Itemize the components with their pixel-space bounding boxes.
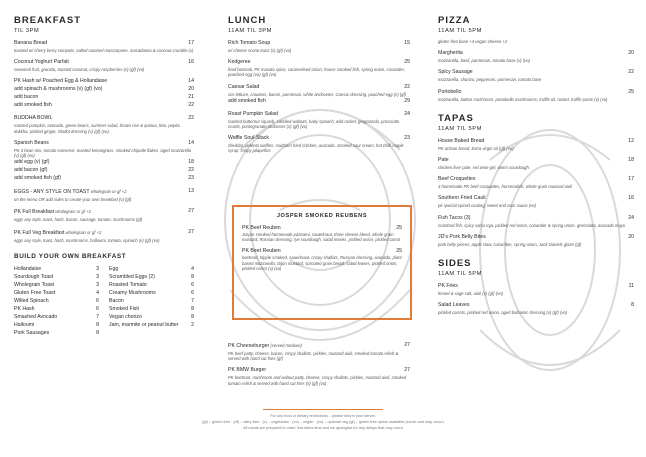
menu-item [228, 59, 410, 77]
build-your-own-grid [14, 265, 194, 337]
addon-price: 20 [188, 86, 194, 93]
menu-item-row [14, 115, 194, 122]
menu-item-description: roasted butternut squash, candied walnuts, baby spinach, wild rocket, gorgonzola, prosciutto crumb, pomegranate molasses (v) (gf) (vo) [228, 118, 400, 130]
menu-item-price: 27 [404, 342, 410, 348]
side-item-price: 8 [96, 321, 99, 328]
side-item-price: 6 [96, 297, 99, 304]
menu-item [228, 84, 410, 105]
sides-list [438, 283, 634, 315]
menu-item [228, 40, 410, 53]
menu-item-name: Rich Tomato Soup [228, 40, 271, 46]
side-item [14, 273, 99, 281]
footer-line: For any food or dietary restrictions – please inform your server. [270, 414, 376, 418]
menu-item-price: 24 [404, 110, 410, 117]
menu-item-name: PK Hash w/ Poached Egg & Hollandaise [14, 78, 108, 85]
side-item-price: 8 [191, 273, 194, 280]
pizza-title: PIZZA [438, 15, 471, 26]
burger-section [228, 336, 410, 386]
side-item [109, 297, 194, 305]
menu-item-row [438, 234, 634, 241]
tapas-time: 11AM TIL 5PM [438, 125, 482, 132]
menu-item-name: PK BMW Burger [228, 367, 267, 374]
menu-item-description: fennel & sage salt, aioli (v) (gf) (vo) [438, 291, 503, 297]
menu-item-price: 25 [404, 59, 410, 66]
menu-item-row [438, 89, 634, 96]
pizza-note: gluten free base +4 vegan cheese +2 [438, 39, 508, 44]
menu-item-description: roasted pumpkin, avocado, green beans, summer salad, brown rice & quinoa, feta, pepita dukkha, pickled ginger, shallot dressing (v) (gf) (vo) [14, 123, 180, 134]
menu-item-row [14, 140, 194, 147]
menu-item-row [228, 40, 410, 47]
menu-item-description: beetroot, tripple smoked, sauerkraut, crispy shallots, Russian dressing, avocado, plant based mozzarella, Dijon mustard, sprouted grain bread, salad leaves, pickled onion, pickled carrot (v) (vo) [242, 255, 402, 271]
addon-price: 29 [404, 97, 410, 104]
side-item-price: 3 [96, 281, 99, 288]
addon-price: 22 [188, 102, 194, 109]
menu-item-description: eggs any style, toast, hash, mushrooms, halloumi, tomato, spinach (v) (gf) (vo) [14, 237, 160, 243]
menu-item-name: EGGS - ANY STYLE ON TOAST wholegrain or gf +2 [14, 189, 127, 196]
footer-lines [150, 413, 496, 431]
menu-item-price: 14 [188, 78, 194, 85]
menu-item-row [438, 302, 634, 309]
side-item-name: Smashed Avocado [14, 313, 58, 320]
menu-item [438, 157, 634, 170]
menu-item-row [438, 157, 634, 164]
menu-item-addon [14, 94, 194, 101]
menu-item-row [242, 248, 402, 255]
menu-item-row [438, 69, 634, 76]
menu-item-description: mozzarella, chorizo, pepperoni, parmesan, tomato base [438, 77, 542, 83]
menu-item-description: 3 homemade PK beef croquettes, horseradish, whole grain mustard aioli [438, 184, 573, 190]
menu-item-row [228, 111, 410, 118]
menu-item-name: Portobello [438, 88, 462, 95]
menu-item-addon [14, 86, 194, 93]
side-item [14, 321, 99, 329]
menu-item-description: cos lettuce, croutons, bacon, parmesan, white anchovies, Caesar dressing, poached egg (v) (gf) [228, 91, 407, 97]
menu-item-description: toasted w/ cherry berry compote, salted caramel mascarpone, macadamia & coconut crumble (v) [14, 48, 194, 53]
side-item [109, 313, 194, 321]
footer-divider [263, 409, 383, 410]
menu-item-price: 20 [628, 233, 634, 240]
menu-item-row [228, 342, 410, 350]
menu-item [14, 40, 194, 53]
side-item [109, 265, 194, 273]
menu-item-name: PK Full Breakfast wholegrain or gf +2 [14, 209, 91, 216]
menu-item-description: mozzarella, button mushroom, portobello mushrooms, truffle oil, rocket, truffle paste (v) (vo) [438, 96, 608, 102]
menu-item-description: fried basmati, PK masala spice, caramelised onion, house smoked fish, spring onion, coriander, poached egg (vo) (gf) (vo) [228, 67, 405, 78]
side-item-price: 3 [96, 265, 99, 272]
reubens-title: JOSPER SMOKED REUBENS [276, 213, 368, 219]
menu-item-price: 14 [188, 139, 194, 146]
side-item [14, 313, 99, 321]
menu-item [242, 225, 402, 242]
addon-name: add smoked fish (gf) [14, 175, 61, 182]
addon-name: add bacon (gf) [14, 167, 48, 174]
breakfast-column [14, 0, 194, 337]
menu-item-row [14, 40, 194, 47]
menu-item-name: Banana Bread [14, 40, 48, 46]
breakfast-time: TIL 3PM [14, 28, 40, 34]
menu-item-addon [228, 98, 410, 105]
addon-name: add bacon [14, 94, 39, 101]
side-item-price: 7 [191, 297, 194, 304]
menu-item-name: Spanish Beans [14, 139, 49, 146]
build-right-list [109, 265, 194, 337]
side-item-name: Wholegrain Toast [14, 281, 54, 288]
menu-item-price: 13 [188, 188, 194, 195]
menu-item-description: pickled carrots, pickled red onion, aged balsamic dressing (v) (gf) (vo) [438, 310, 568, 316]
menu-item-addon [14, 167, 194, 174]
burger-list [228, 342, 410, 386]
menu-item-row [438, 138, 634, 145]
menu-item [438, 89, 634, 102]
side-item-price: 3 [96, 273, 99, 280]
menu-item [228, 111, 410, 129]
menu-item-price: 16 [188, 59, 194, 66]
menu-item-row [242, 225, 402, 232]
menu-item-description: Josper smoked homemade pastrami, sauerkraut, three cheese blend, whole grain mustard, Russian dressing, rye sourdough, salad leaves, pickled onion, pickled carrot [242, 232, 401, 243]
side-item-name: Pork Sausages [14, 329, 50, 336]
menu-item [438, 50, 634, 63]
menu-item-addon [14, 102, 194, 109]
menu-item-description: mozzarella, basil, parmesan, tomato base (v) (vo) [438, 58, 530, 64]
menu-item-price: 25 [628, 88, 634, 95]
menu-item [228, 367, 410, 385]
menu-item-description: on the menu OR add sides to create your own breakfast (v) (gf) [14, 197, 132, 203]
reubens-list [242, 225, 402, 271]
side-item-name: Egg [109, 265, 119, 272]
footer-line: All meals are prepared to order, this takes time and we apologise for any delays that may occur [243, 426, 403, 430]
lunch-column [228, 0, 410, 154]
side-item [109, 289, 194, 297]
menu-item-description: eggs any style, toast, hash, bacon, sausage, tomato, mushrooms (gf) [14, 217, 143, 223]
menu-item [438, 69, 634, 82]
menu-item [438, 283, 634, 296]
menu-item-row [14, 208, 194, 216]
side-item [14, 297, 99, 305]
menu-item [438, 195, 634, 208]
menu-item-price: 16 [628, 195, 634, 202]
side-item [14, 281, 99, 289]
menu-item-name: Caesar Salad [228, 83, 260, 90]
menu-item-name: House Baked Bread [438, 137, 485, 144]
menu-item [14, 188, 194, 202]
menu-item [14, 140, 194, 182]
tapas-list [438, 138, 634, 247]
menu-item-description: w/ cheese scone toast (v) (gf) (vo) [228, 48, 292, 53]
menu-item-price: 18 [628, 157, 634, 164]
breakfast-title: BREAKFAST [14, 15, 82, 26]
pizza-time: 11AM TIL 5PM [438, 28, 482, 34]
menu-item-description: cheddar, polenta waffles, southern fried chicken, avocado, smoked sour cream, hot chilli maple syrup, crispy jalapeños [228, 143, 404, 154]
side-item-name: Bacon [109, 297, 124, 304]
footer-line: (gf) – gluten free · (df) – dairy free · (v) – vegetarian · (ve) – vegan · (vo) – optional veg (gf) – gluten free option available (some cost may occur) [202, 420, 444, 424]
pizza-tapas-sides-column [438, 0, 634, 315]
menu-item [438, 234, 634, 247]
menu-item-row [14, 188, 194, 196]
menu-item-name: PK Cheeseburger (served medium) [228, 343, 302, 349]
side-item [109, 321, 194, 329]
side-item [109, 273, 194, 281]
menu-item-description: seasonal fruit, granola, toasted coconut, crispy raspberries (v) (gf) (vo) [14, 67, 145, 73]
menu-item-price: 17 [188, 40, 194, 46]
menu-item-name: PK Fries [438, 283, 458, 290]
addon-name: add egg (v) (gf) [14, 159, 50, 166]
side-item-price: 6 [191, 281, 194, 288]
side-item [14, 329, 99, 337]
menu-item-price: 23 [404, 135, 410, 142]
side-item-name: Wilted Spinach [14, 297, 49, 304]
menu-item-name: BUDDHA BOWL [14, 115, 53, 122]
side-item-price: 8 [191, 305, 194, 312]
menu-item-row [228, 135, 410, 142]
menu-item [438, 138, 634, 151]
side-item-price: 6 [96, 305, 99, 312]
side-item-name: Smoked Fish [109, 305, 140, 312]
reubens-box [232, 205, 412, 320]
menu-item [438, 215, 634, 228]
side-item-price: 4 [96, 289, 99, 296]
menu-item-price: 27 [404, 367, 410, 374]
menu-item-price: 11 [628, 283, 634, 290]
menu-item-description: PK beetroot, mushroom and walnut patty, cheese, crispy shallots, pickles, mustard aioli, smoked tomato relish & served with hand cut fries (v) (gf) (vo) [228, 375, 407, 386]
menu-item-option: wholegrain or gf +2 [89, 189, 127, 195]
addon-name: add spinach & mushrooms (v) (gf) (vo) [14, 86, 103, 93]
menu-item-option: wholegrain or gf +2 [64, 229, 102, 235]
menu-item-price: 27 [188, 228, 194, 235]
menu-item [438, 302, 634, 315]
side-item-price: 4 [191, 265, 194, 272]
menu-item-price: 12 [628, 137, 634, 144]
side-item-name: Roasted Tomato [109, 281, 147, 288]
menu-item-price: 22 [188, 115, 194, 122]
menu-item-description: PK artisan bread, Extra virgin oil (gf) (vo) [438, 145, 514, 151]
menu-item [14, 115, 194, 133]
side-item [14, 289, 99, 297]
tapas-title: TAPAS [438, 112, 474, 124]
side-item-name: Scrambled Eggs (2) [109, 273, 155, 280]
side-item-price: 2 [191, 321, 194, 328]
menu-item [228, 135, 410, 153]
lunch-menu-list [228, 40, 410, 154]
side-item [14, 265, 99, 273]
menu-item-name: Fish Tacos (3) [438, 214, 471, 221]
menu-item-description: chicken liver pate, red wine gel, warm sourdough [438, 165, 529, 171]
menu-item-name: PK Beef Reuben [242, 225, 281, 231]
side-item-price: 8 [191, 313, 194, 320]
addon-price: 22 [188, 167, 194, 174]
menu-item-name: Pate [438, 157, 449, 164]
side-item-name: Sourdough Toast [14, 273, 54, 280]
menu-item-row [14, 59, 194, 66]
menu-item-name: PK Full Veg Breakfast wholegrain or gf +2 [14, 229, 102, 236]
build-left-list [14, 265, 99, 337]
menu-item [242, 248, 402, 271]
menu-item-row [438, 215, 634, 222]
sides-title: SIDES [438, 258, 472, 270]
menu-item-price: 25 [396, 225, 402, 231]
side-item-name: Gluten Free Toast [14, 289, 56, 296]
menu-item-description: PK 3 bean mix, tomato conserve, toasted lemongrass, smoked chipotle flakes, aged mozzarella (v) (gf) (vo) [14, 147, 192, 159]
pizza-list [438, 50, 634, 102]
menu-item-description: PK beef patty, cheese, bacon, crispy shallots, pickles, mustard aioli, smoked tomato relish & served with hand cut fries (gf) [228, 351, 399, 362]
menu-item-price: 8 [631, 302, 634, 309]
side-item-price: 7 [96, 313, 99, 320]
menu-item-price: 22 [628, 69, 634, 76]
menu-item-name: Spicy Sausage [438, 69, 473, 76]
menu-item-name: JD's Pork Belly Bites [438, 233, 486, 240]
side-item-name: Halloumi [14, 321, 35, 328]
menu-item-row [438, 50, 634, 57]
menu-item-price: 15 [404, 40, 410, 46]
build-your-own-title: BUILD YOUR OWN BREAKFAST [14, 252, 127, 260]
menu-item-row [228, 367, 410, 374]
menu-item-addon [14, 175, 194, 182]
menu-item-row [14, 78, 194, 85]
side-item-price: 6 [191, 289, 194, 296]
menu-item-description: crumbed fish, spicy salsa roja, pickled red onion, coriander & spring onion, gremolata, avocado mayo [438, 222, 626, 228]
menu-item-name: Margherita [438, 50, 463, 57]
addon-name: add smoked fish [228, 97, 266, 104]
addon-price: 18 [188, 159, 194, 166]
menu-item-row [438, 283, 634, 290]
menu-item [228, 342, 410, 361]
menu-item-price: 22 [404, 83, 410, 90]
menu-item-row [438, 195, 634, 202]
menu-item-name: Coconut Yoghurt Parfait [14, 59, 69, 66]
side-item-name: Vegan chorizo [109, 313, 142, 320]
addon-name: add smoked fish [14, 102, 52, 109]
menu-item [14, 78, 194, 109]
sides-time: 11AM TIL 5PM [438, 271, 482, 278]
menu-item-option: (served medium) [269, 343, 302, 348]
side-item [14, 305, 99, 313]
menu-item-name: Beef Croquettes [438, 176, 476, 183]
menu-item-name: Waffle Soul-Stack [228, 135, 269, 142]
menu-item-price: 27 [188, 208, 194, 215]
menu-item-name: Salad Leaves [438, 302, 470, 309]
menu-item-name: Kedgeree [228, 59, 251, 66]
menu-item [14, 229, 194, 243]
side-item-price: 8 [96, 329, 99, 336]
footer-notes [150, 409, 496, 431]
menu-item-description: pk special spiced coating, sweet and sour sauce (ve) [438, 203, 536, 209]
menu-item-price: 24 [628, 214, 634, 221]
menu-item [438, 176, 634, 189]
menu-item-row [438, 176, 634, 183]
breakfast-menu-list [14, 40, 194, 243]
lunch-title: LUNCH [228, 15, 267, 26]
menu-item-price: 17 [628, 176, 634, 183]
side-item-name: Jam, marmite or peanut butter [109, 321, 179, 328]
menu-item-price: 20 [628, 50, 634, 57]
menu-item [14, 59, 194, 72]
side-item-name: PK Hash [14, 305, 35, 312]
addon-price: 21 [188, 94, 194, 101]
menu-item-price: 25 [396, 248, 402, 255]
menu-item-description: pork belly pieces, apple slaw, cucumber, spring onion, Jack Daniels glaze (gf) [438, 241, 582, 247]
side-item [109, 305, 194, 313]
side-item [109, 281, 194, 289]
menu-item-row [228, 59, 410, 66]
lunch-time: 11AM TIL 3PM [228, 28, 272, 34]
menu-item-addon [14, 159, 194, 166]
menu-item-option: wholegrain or gf +2 [54, 209, 91, 215]
addon-price: 23 [188, 175, 194, 182]
menu-item-name: Southern Fried Cauli [438, 195, 486, 202]
side-item-name: Hollandaise [14, 265, 42, 272]
menu-item [14, 208, 194, 222]
menu-item-name: Roast Pumpkin Salad [228, 110, 278, 117]
side-item-name: Creamy Mushrooms [109, 289, 156, 296]
menu-item-row [14, 229, 194, 237]
menu-item-row [228, 84, 410, 91]
menu-item-name: PK Beet Reuben [242, 248, 281, 255]
